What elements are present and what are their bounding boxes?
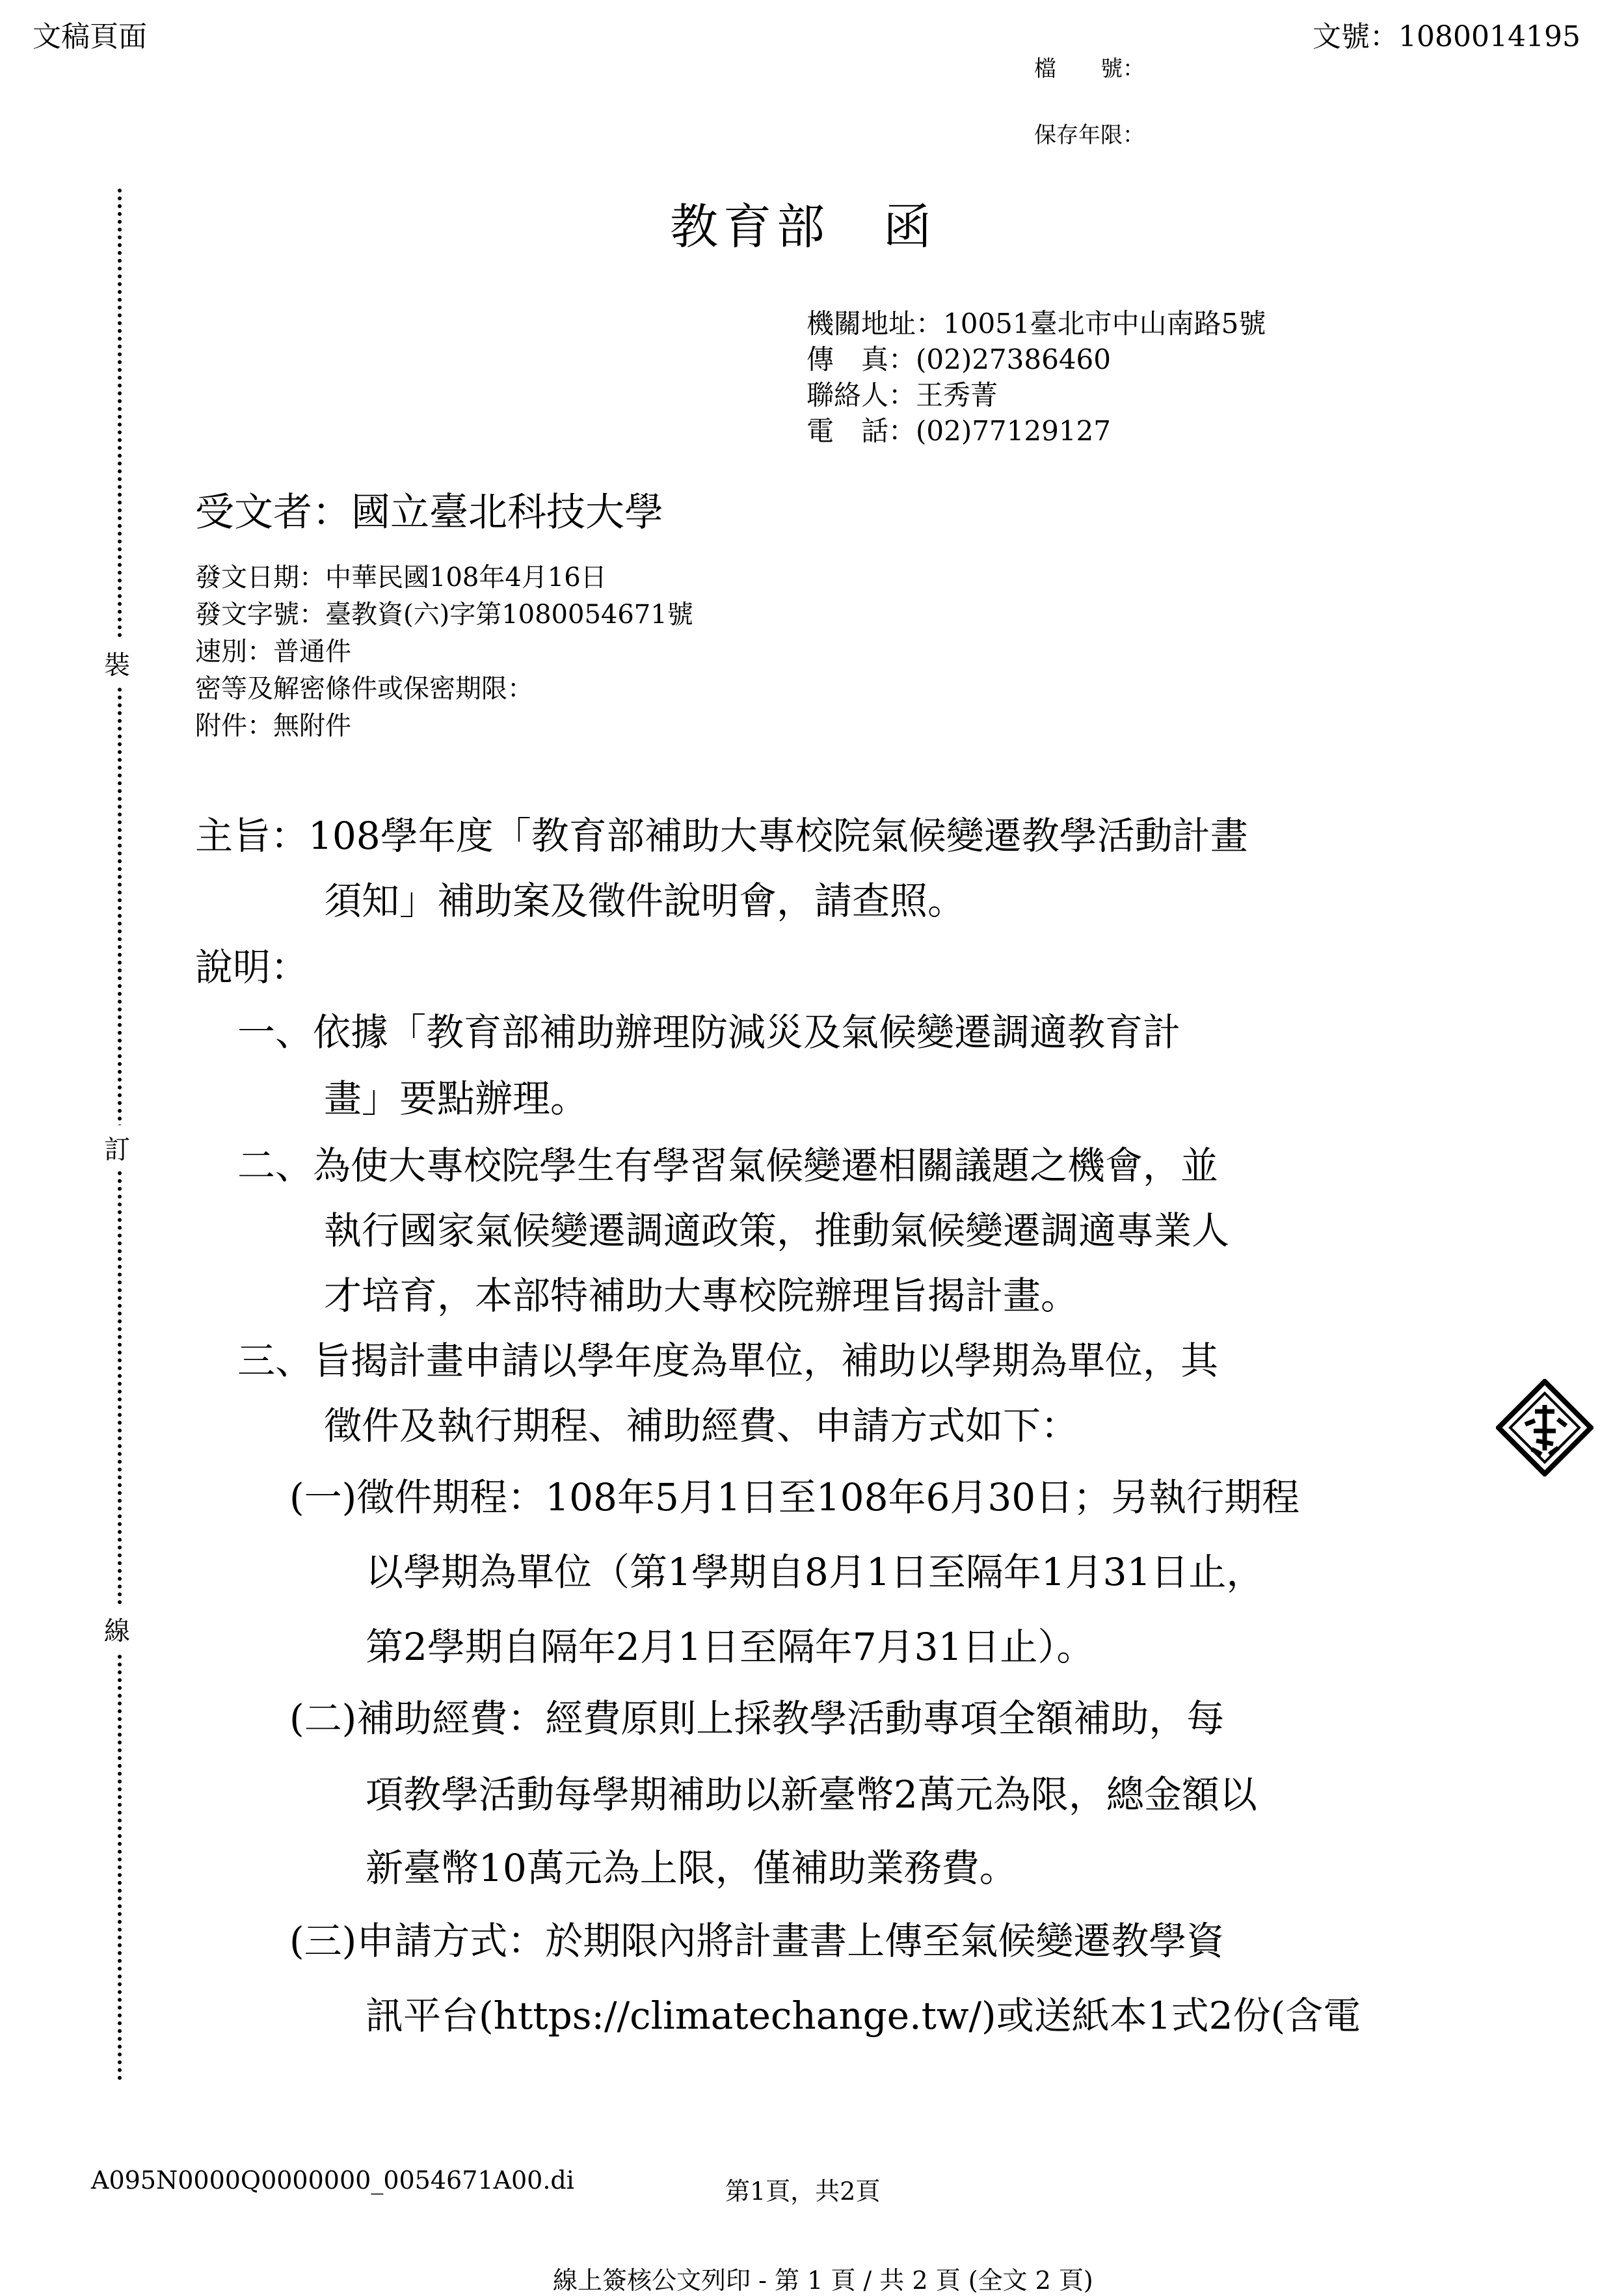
- item-2-line-2: 執行國家氣候變遷調適政策，推動氣候變遷調適專業人: [324, 1208, 1230, 1253]
- contact-person: 聯絡人：王秀菁: [806, 379, 998, 411]
- phone-number: 電 話：(02)77129127: [806, 415, 1111, 447]
- explanation-label: 說明：: [195, 945, 309, 989]
- secrecy-level: 密等及解密條件或保密期限：: [195, 674, 533, 704]
- subitem-1-line-1: (一)徵件期程：108年5月1日至108年6月30日；另執行期程: [289, 1475, 1300, 1519]
- recipient: 受文者：國立臺北科技大學: [195, 490, 663, 535]
- page-indicator: 第1頁，共2頁: [725, 2177, 881, 2206]
- subitem-1-line-3: 第2學期自隔年2月1日至隔年7月31日止）。: [366, 1625, 1095, 1669]
- binding-mark-xian: 線: [104, 1607, 130, 1651]
- document-number: 文號：1080014195: [1313, 20, 1580, 53]
- subitem-1-line-2: 以學期為單位（第1學期自8月1日至隔年1月31日止，: [366, 1550, 1264, 1594]
- subitem-2-line-3: 新臺幣10萬元為上限，僅補助業務費。: [366, 1846, 1017, 1890]
- item-3-line-1: 三、旨揭計畫申請以學年度為單位，補助以學期為單位，其: [237, 1339, 1219, 1383]
- subitem-2-line-1: (二)補助經費：經費原則上採教學活動專項全額補助，每: [289, 1696, 1225, 1741]
- print-footer: 線上簽核公文列印 - 第 1 頁 / 共 2 頁 (全文 2 頁): [553, 2266, 1093, 2295]
- item-1-line-1: 一、依據「教育部補助辦理防減災及氣候變遷調適教育計: [237, 1010, 1181, 1054]
- subitem-3-line-2: 訊平台(https://climatechange.tw/)或送紙本1式2份(含電: [366, 1994, 1361, 2038]
- document-code: A095N0000Q0000000_0054671A00.di: [91, 2166, 574, 2195]
- official-seal-stamp: [1496, 1379, 1593, 1476]
- document-title: 教育部 函: [670, 199, 937, 255]
- binding-mark-zhuang: 裝: [104, 641, 130, 686]
- retention-period-label: 保存年限：: [1034, 122, 1145, 148]
- binding-mark-ding: 訂: [104, 1125, 130, 1170]
- subject-line-1: 主旨：108學年度「教育部補助大專校院氣候變遷教學活動計畫: [195, 814, 1248, 858]
- fax-number: 傳 真：(02)27386460: [806, 343, 1111, 375]
- attachment-info: 附件：無附件: [195, 711, 351, 741]
- item-2-line-1: 二、為使大專校院學生有學習氣候變遷相關議題之機會，並: [237, 1143, 1219, 1188]
- contact-block: [806, 306, 1266, 449]
- issue-meta: [195, 559, 693, 745]
- issue-doc-number: 發文字號：臺教資(六)字第1080054671號: [195, 600, 693, 630]
- item-2-line-3: 才培育，本部特補助大專校院辦理旨揭計畫。: [324, 1274, 1079, 1318]
- item-3-line-2: 徵件及執行期程、補助經費、申請方式如下：: [324, 1404, 1079, 1448]
- subject-line-2: 須知」補助案及徵件說明會，請查照。: [324, 879, 966, 923]
- subitem-3-line-1: (三)申請方式：於期限內將計畫書上傳至氣候變遷教學資: [289, 1919, 1225, 1963]
- file-number-label: 檔 號：: [1034, 56, 1145, 82]
- item-1-line-2: 畫」要點辦理。: [324, 1076, 589, 1121]
- page-type-label: 文稿頁面: [33, 20, 147, 53]
- subitem-2-line-2: 項教學活動每學期補助以新臺幣2萬元為限，總金額以: [366, 1772, 1257, 1817]
- issue-date: 發文日期：中華民國108年4月16日: [195, 563, 607, 593]
- agency-address: 機關地址：10051臺北市中山南路5號: [806, 308, 1266, 340]
- delivery-speed: 速別：普通件: [195, 637, 351, 667]
